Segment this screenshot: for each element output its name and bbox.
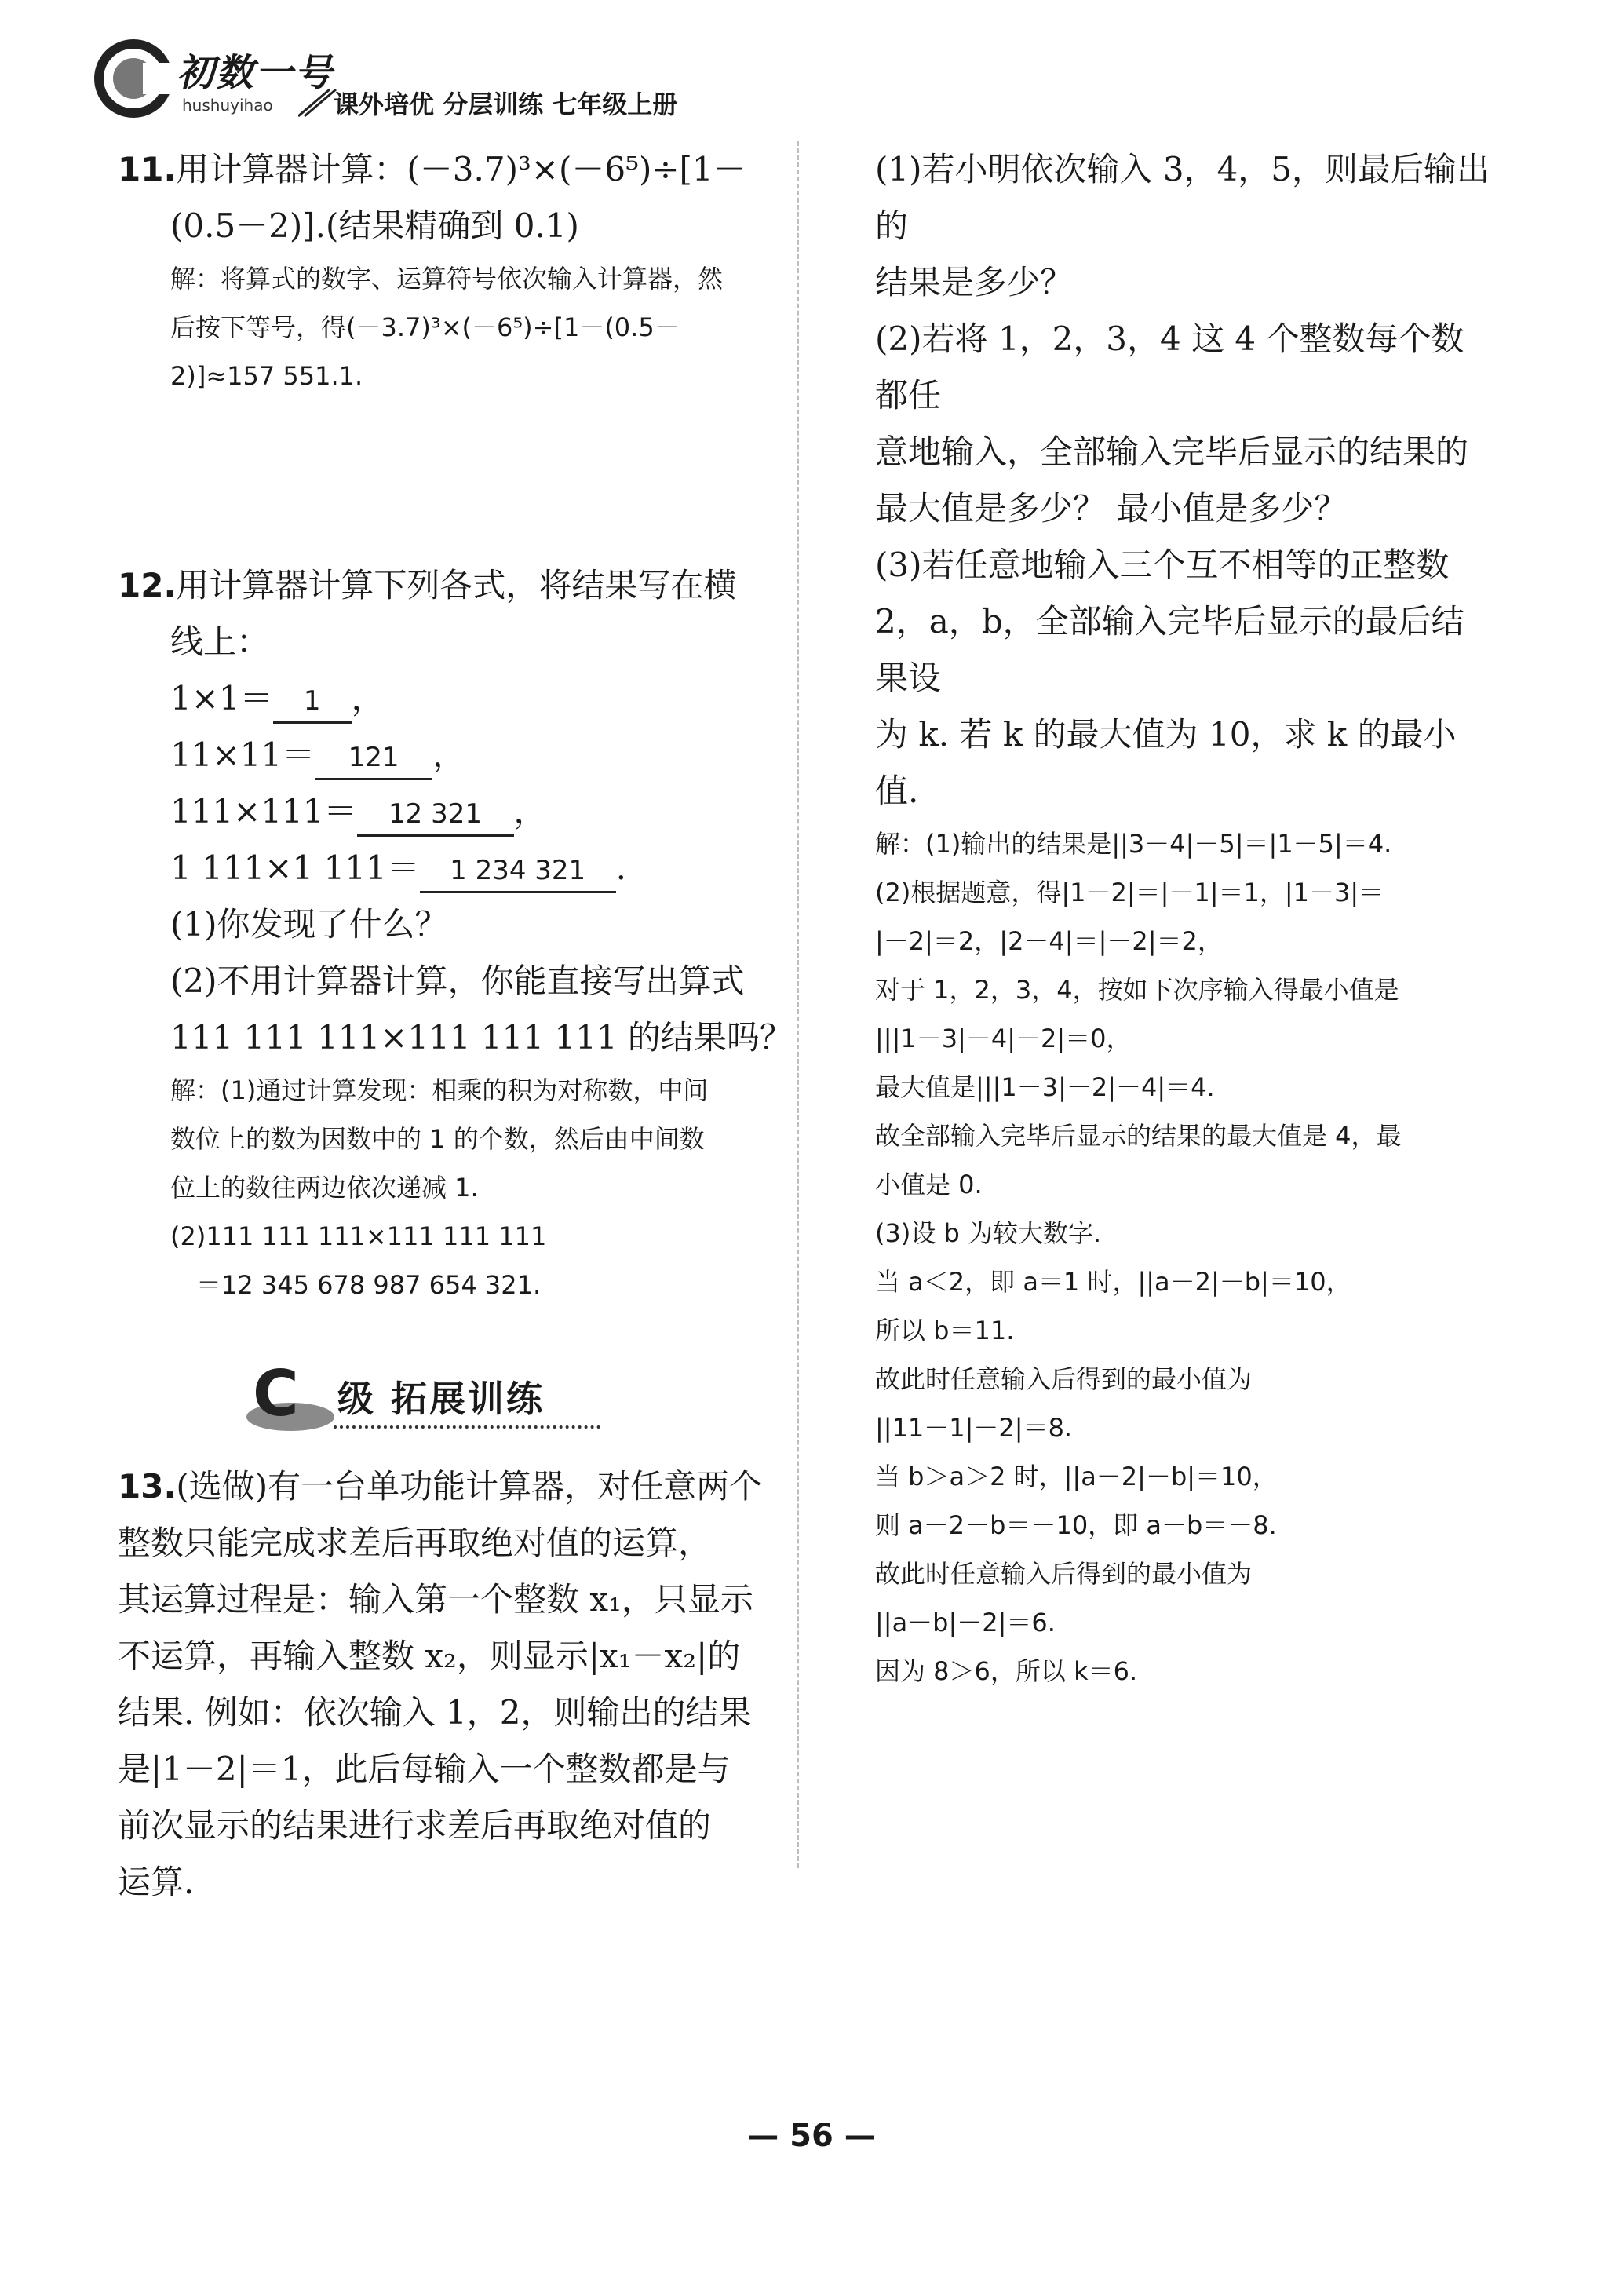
page-header [94,31,1460,126]
question-12 [118,557,801,1309]
question-text: 运算. [118,1863,195,1901]
brand-title: 初数一号 [177,51,334,95]
solution-line: 则 a－2－b＝－10，即 a－b＝－8. [875,1510,1277,1540]
solution-line: 2)]≈157 551.1. [170,361,363,391]
question-number: 11. [118,150,177,188]
solution-line: 因为 8＞6，所以 k＝6. [875,1656,1138,1686]
series-title: 课外培优 分层训练 七年级上册 [334,89,678,119]
c-level-icon [243,1360,337,1435]
section-underline [334,1425,600,1429]
question-text: 其运算过程是：输入第一个整数 x₁，只显示 [118,1580,753,1619]
equation-row [118,783,801,840]
solution-line: (2)根据题意，得|1－2|＝|－1|＝1，|1－3|＝ [875,878,1384,907]
question-text: 结果. 例如：依次输入 1，2，则输出的结果 [118,1693,752,1732]
sub-question: (1)你发现了什么？ [170,905,448,944]
sub-question: 111 111 111×111 111 111 的结果吗？ [170,1018,793,1057]
question-11 [118,141,801,400]
solution-line: 故全部输入完毕后显示的结果的最大值是 4，最 [875,1121,1402,1151]
sub-question: (2)若将 1，2，3，4 这 4 个整数每个数都任 [875,319,1464,414]
solution-line: 所以 b＝11. [875,1316,1015,1345]
equation-lhs: 111×111＝ [170,792,357,830]
solution-line: 解：将算式的数字、运算符号依次输入计算器，然 [170,264,724,294]
solution-line: 小值是 0. [875,1170,983,1199]
question-text: 线上： [170,622,270,661]
equation-row [118,670,801,727]
answer-blank: 12 321 [357,794,514,837]
question-text: 不运算，再输入整数 x₂，则显示|x₁－x₂|的 [118,1637,741,1675]
answer-blank: 121 [315,737,432,780]
question-13 [118,1458,801,1911]
question-number: 13. [118,1467,177,1506]
solution-line: 后按下等号，得(－3.7)³×(－6⁵)÷[1－(0.5－ [170,312,680,342]
solution-line: 数位上的数为因数中的 1 的个数，然后由中间数 [170,1124,705,1154]
page-number: — 56 — [747,2118,876,2154]
solution-line: |－2|＝2，|2－4|＝|－2|＝2， [875,926,1223,956]
solution-line: |||1－3|－4|－2|＝0， [875,1024,1132,1053]
brand-logo-icon [94,39,173,118]
solution-line: 当 b＞a＞2 时，||a－2|－b|＝10， [875,1462,1278,1491]
equation-end: . [615,849,627,887]
question-text: 整数只能完成求差后再取绝对值的运算， [118,1524,712,1562]
sub-question: (2)不用计算器计算，你能直接写出算式 [170,962,745,1000]
answer-blank: 1 [273,681,352,724]
solution-line: ||a－b|－2|＝6. [875,1608,1056,1637]
solution-line: 当 a＜2，即 a＝1 时，||a－2|－b|＝10， [875,1267,1351,1297]
answer-blank: 1 234 321 [420,850,616,893]
brand-pinyin: hushuyihao [182,96,273,115]
sub-question: 最大值是多少？ 最小值是多少？ [875,489,1348,527]
solution-line: 故此时任意输入后得到的最小值为 [875,1559,1253,1589]
question-text: (0.5－2)].(结果精确到 0.1) [170,206,579,245]
section-title: 级 拓展训练 [337,1378,545,1420]
question-text: (选做)有一台单功能计算器，对任意两个 [176,1467,763,1506]
sub-question: 意地输入，全部输入完毕后显示的结果的 [875,433,1469,471]
solution-line: ＝12 345 678 987 654 321. [196,1270,542,1300]
solution-line: 故此时任意输入后得到的最小值为 [875,1364,1253,1394]
question-text: 是|1－2|＝1，此后每输入一个整数都是与 [118,1750,731,1788]
solution-line: 对于 1，2，3，4，按如下次序输入得最小值是 [875,975,1399,1005]
right-column [875,141,1495,1696]
question-text: 前次显示的结果进行求差后再取绝对值的 [118,1806,712,1845]
equation-end: ， [513,792,547,830]
question-text: 用计算器计算下列各式，将结果写在横 [176,566,737,604]
equation-end: ， [351,679,385,717]
question-number: 12. [118,566,177,604]
equation-lhs: 11×11＝ [170,736,315,774]
section-banner-c-level [243,1356,612,1443]
sub-question: (1)若小明依次输入 3，4，5，则最后输出的 [875,150,1490,245]
sub-question: 为 k. 若 k 的最大值为 10，求 k 的最小值. [875,715,1457,810]
equation-end: ， [432,736,466,774]
solution-line: (3)设 b 为较大数字. [875,1218,1102,1248]
equation-lhs: 1 111×1 111＝ [170,849,420,887]
solution-line: ||11－1|－2|＝8. [875,1413,1073,1443]
solution-line: 最大值是|||1－3|－2|－4|＝4. [875,1072,1215,1102]
solution-line: 位上的数往两边依次递减 1. [170,1173,479,1203]
question-text: 用计算器计算：(－3.7)³×(－6⁵)÷[1－ [176,150,746,188]
solution-line: 解：(1)通过计算发现：相乘的积为对称数，中间 [170,1075,709,1105]
sub-question: 2，a，b，全部输入完毕后显示的最后结果设 [875,602,1464,697]
sub-question: (3)若任意地输入三个互不相等的正整数 [875,546,1450,584]
c-level-letter: C [253,1360,299,1430]
left-column [118,141,801,1911]
equation-row [118,727,801,783]
solution-line: (2)111 111 111×111 111 111 [170,1221,547,1251]
sub-question: 结果是多少？ [875,263,1074,301]
equation-row [118,840,801,896]
equation-lhs: 1×1＝ [170,679,273,717]
solution-line: 解：(1)输出的结果是||3－4|－5|＝|1－5|＝4. [875,829,1392,859]
